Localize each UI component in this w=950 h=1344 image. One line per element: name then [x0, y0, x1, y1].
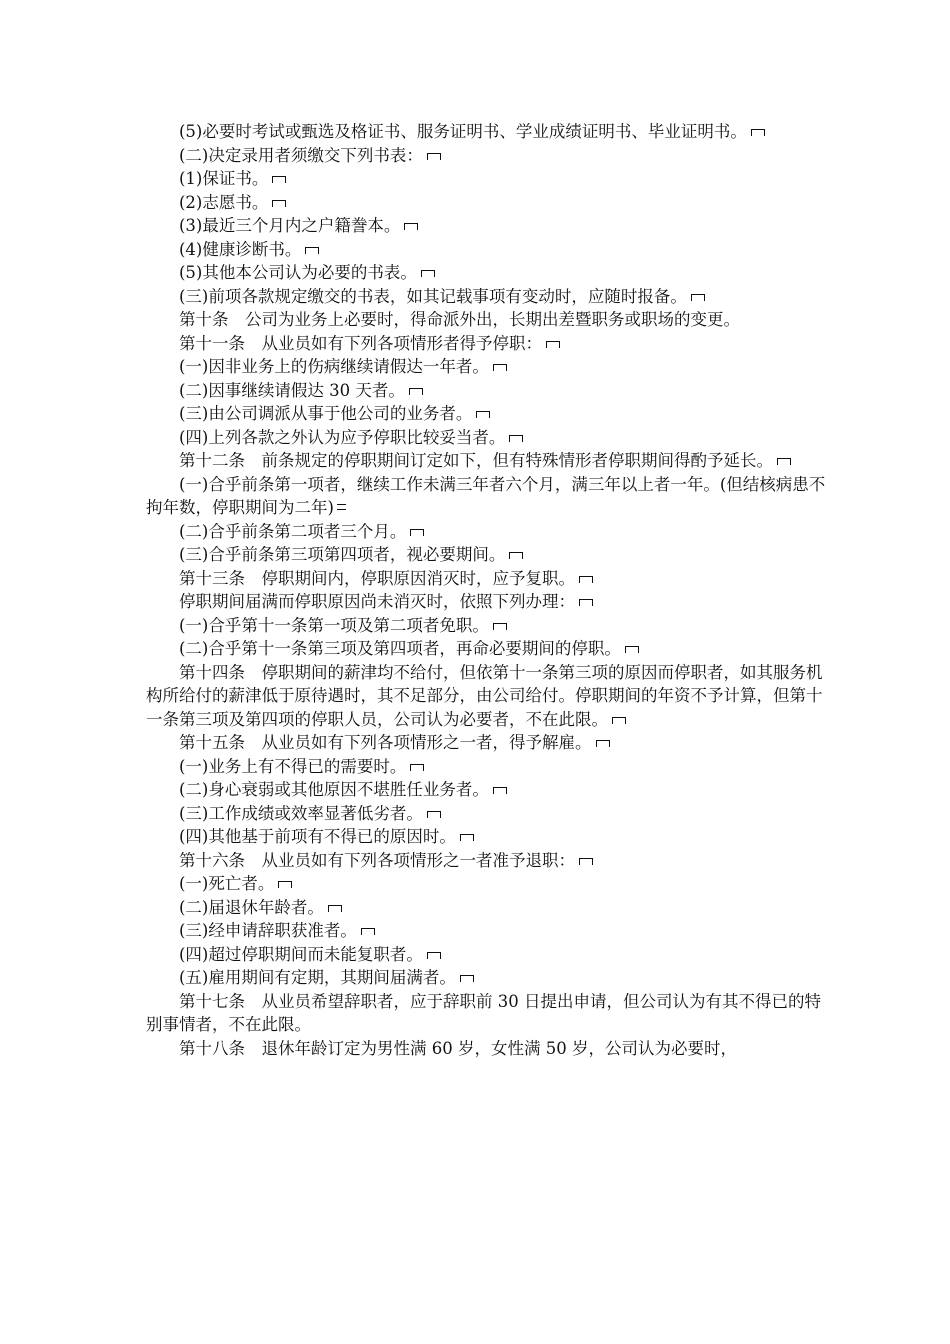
paragraph-mark-icon: [625, 646, 639, 653]
paragraph-mark-icon: [579, 576, 593, 583]
paragraph: (2)志愿书。: [146, 191, 826, 215]
paragraph: (四)上列各款之外认为应予停职比较妥当者。: [146, 426, 826, 450]
paragraph: (1)保证书。: [146, 167, 826, 191]
article-paragraph: 第十四条 停职期间的薪津均不给付，但依第十一条第三项的原因而停职者，如其服务机构所给付的薪津低于原待遇时，其不足部分，由公司给付。停职期间的年资不予计算，但第十一条第三项及第四项的停职人员，公司认为必要者，不在此限。: [146, 662, 823, 729]
article-paragraph: 第十五条 从业员如有下列各项情形之一者，得予解雇。: [146, 731, 826, 755]
paragraph: (二)因事继续请假达 30 天者。: [146, 379, 826, 403]
paragraph-mark-icon: [305, 247, 319, 254]
paragraph: (五)雇用期间有定期，其期间届满者。: [146, 966, 826, 990]
paragraph: (5)其他本公司认为必要的书表。: [146, 261, 826, 285]
paragraph-mark-icon: [509, 435, 523, 442]
paragraph: (一)业务上有不得已的需要时。: [146, 755, 826, 779]
paragraph: (三)合乎前条第三项第四项者，视必要期间。: [146, 543, 826, 567]
paragraph-mark-icon: [493, 787, 507, 794]
paragraph: (二)身心衰弱或其他原因不堪胜任业务者。: [146, 778, 826, 802]
article-paragraph: 第十二条 前条规定的停职期间订定如下，但有特殊情形者停职期间得酌予延长。: [146, 449, 826, 473]
paragraph: (一)合乎第十一条第一项及第二项者免职。: [146, 614, 826, 638]
paragraph-mark-icon: [460, 834, 474, 841]
paragraph: (一)死亡者。: [146, 872, 826, 896]
article-paragraph: 第十一条 从业员如有下列各项情形者得予停职：: [146, 332, 826, 356]
paragraph: (二)合乎第十一条第三项及第四项者，再命必要期间的停职。: [146, 637, 826, 661]
paragraph-mark-icon: [421, 270, 435, 277]
paragraph-mark-icon: [509, 552, 523, 559]
paragraph-mark-icon: [777, 458, 791, 465]
paragraph-mark-icon: [612, 717, 626, 724]
document-body: [146, 120, 826, 1060]
paragraph-mark-icon: [546, 341, 560, 348]
paragraph: (一)合乎前条第一项者，继续工作未满三年者六个月，满三年以上者一年。(但结核病患不拘年数，停职期间为二年): [146, 474, 826, 517]
paragraph: 停职期间届满而停职原因尚未消灭时，依照下列办理：: [146, 590, 826, 614]
paragraph-mark-icon: [691, 294, 705, 301]
paragraph: (二)届退休年龄者。: [146, 896, 826, 920]
paragraph-mark-icon: [460, 975, 474, 982]
paragraph: (二)决定录用者须缴交下列书表：: [146, 144, 826, 168]
paragraph-mark-icon: [427, 952, 441, 959]
paragraph-mark-icon: [409, 388, 423, 395]
paragraph: (一)因非业务上的伤病继续请假达一年者。: [146, 355, 826, 379]
paragraph: (3)最近三个月内之户籍誊本。: [146, 214, 826, 238]
paragraph-mark-icon: [328, 905, 342, 912]
paragraph-mark-icon: [493, 623, 507, 630]
paragraph-mark-icon: [410, 529, 424, 536]
paragraph: (四)超过停职期间而未能复职者。: [146, 943, 826, 967]
article-paragraph: 第十条 公司为业务上必要时，得命派外出，长期出差暨职务或职场的变更。: [179, 310, 740, 329]
article-paragraph: 第十七条 从业员希望辞职者，应于辞职前 30 日提出申请，但公司认为有其不得已的特别事情者，不在此限。: [146, 991, 821, 1034]
paragraph-mark-icon: [361, 928, 375, 935]
article-paragraph: 第十三条 停职期间内，停职原因消灭时，应予复职。: [146, 567, 826, 591]
line-break-mark-icon: [337, 504, 346, 510]
paragraph: (4)健康诊断书。: [146, 238, 826, 262]
paragraph-mark-icon: [278, 881, 292, 888]
paragraph: (三)经申请辞职获准者。: [146, 919, 826, 943]
paragraph-mark-icon: [272, 176, 286, 183]
paragraph: (三)由公司调派从事于他公司的业务者。: [146, 402, 826, 426]
paragraph-mark-icon: [596, 740, 610, 747]
paragraph: (四)其他基于前项有不得已的原因时。: [146, 825, 826, 849]
paragraph: (三)工作成绩或效率显著低劣者。: [146, 802, 826, 826]
paragraph: (三)前项各款规定缴交的书表，如其记载事项有变动时，应随时报备。: [146, 285, 826, 309]
paragraph: (5)必要时考试或甄选及格证书、服务证明书、学业成绩证明书、毕业证明书。: [146, 120, 826, 144]
article-paragraph: 第十八条 退休年龄订定为男性满 60 岁，女性满 50 岁，公司认为必要时，: [179, 1038, 737, 1058]
paragraph-mark-icon: [579, 599, 593, 606]
paragraph-mark-icon: [427, 153, 441, 160]
paragraph-mark-icon: [410, 764, 424, 771]
paragraph-mark-icon: [579, 858, 593, 865]
paragraph-mark-icon: [476, 411, 490, 418]
paragraph-mark-icon: [493, 364, 507, 371]
paragraph-mark-icon: [751, 129, 765, 136]
article-paragraph: 第十六条 从业员如有下列各项情形之一者准予退职：: [146, 849, 826, 873]
paragraph-mark-icon: [427, 811, 441, 818]
paragraph: (二)合乎前条第二项者三个月。: [146, 520, 826, 544]
paragraph-mark-icon: [272, 200, 286, 207]
paragraph-mark-icon: [404, 223, 418, 230]
